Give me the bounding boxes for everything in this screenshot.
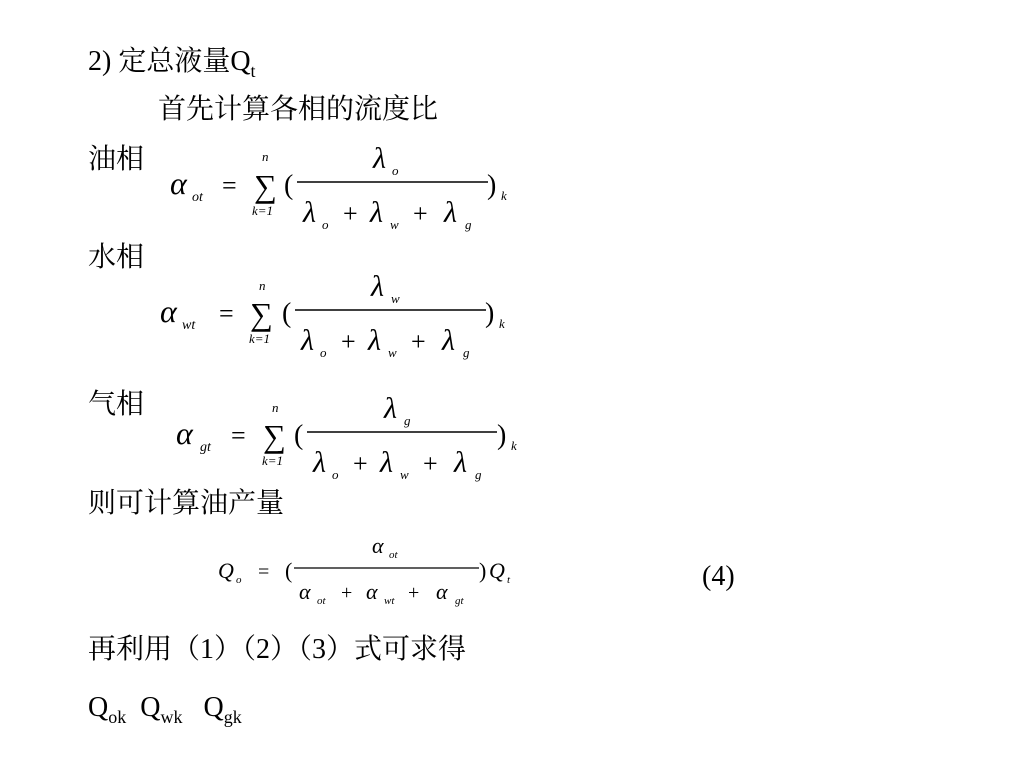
svg-text:=: = (219, 299, 234, 328)
svg-text:+: + (343, 199, 358, 228)
svg-text:=: = (258, 561, 270, 583)
svg-text:k=1: k=1 (252, 203, 274, 218)
step-label-sub: t (250, 61, 256, 81)
gas-equation (176, 392, 517, 482)
svg-text:=: = (222, 171, 237, 200)
svg-text:+: + (411, 327, 426, 356)
svg-text:w: w (388, 345, 397, 360)
svg-text:λ: λ (444, 196, 457, 229)
svg-text:λ: λ (442, 324, 455, 357)
svg-text:o: o (392, 163, 399, 178)
svg-text:λ: λ (371, 270, 384, 303)
svg-text:w: w (400, 467, 409, 482)
final-text: 再利用（1）（2）（3）式可求得 (88, 634, 467, 665)
svg-text:λ: λ (370, 196, 383, 229)
svg-text:): ) (487, 170, 497, 201)
svg-text:∑: ∑ (250, 296, 273, 332)
svg-text:n: n (262, 149, 269, 164)
svg-text:=: = (231, 421, 246, 450)
svg-text:o: o (320, 345, 327, 360)
svg-text:t: t (507, 574, 511, 586)
svg-text:k: k (511, 438, 517, 453)
svg-text:α: α (299, 579, 311, 604)
svg-text:): ) (497, 420, 507, 451)
svg-text:): ) (485, 298, 495, 329)
svg-text:(: ( (284, 170, 294, 201)
svg-text:α: α (372, 533, 384, 558)
svg-text:+: + (408, 582, 420, 604)
svg-text:wt: wt (384, 595, 395, 607)
svg-text:+: + (341, 582, 353, 604)
svg-text:n: n (272, 400, 279, 415)
svg-text:α: α (436, 579, 448, 604)
result-q-ok: $Q_{ok}$ (88, 692, 127, 727)
svg-text:λ: λ (373, 142, 386, 175)
svg-text:α: α (366, 579, 378, 604)
result-q-gk: $Q_{gk}$ (203, 692, 242, 727)
svg-text:w: w (391, 291, 400, 306)
svg-text:∑: ∑ (254, 168, 277, 204)
oil-production-equation (218, 533, 511, 607)
svg-text:ot: ot (192, 190, 203, 205)
svg-text:k=1: k=1 (262, 453, 284, 468)
svg-text:+: + (413, 199, 428, 228)
svg-text:Q: Q (489, 558, 505, 583)
svg-text:α: α (170, 165, 187, 201)
gas-phase-label: 气相 (88, 389, 145, 420)
svg-text:(: ( (282, 298, 292, 329)
svg-text:w: w (390, 217, 399, 232)
intro-text: 首先计算各相的流度比 (158, 94, 439, 125)
svg-text:α: α (160, 293, 177, 329)
water-equation (160, 270, 505, 360)
equation-number: (4) (702, 561, 735, 592)
oil-phase-label: 油相 (88, 144, 145, 175)
svg-text:Q: Q (218, 558, 234, 583)
svg-text:λ: λ (301, 324, 314, 357)
svg-text:o: o (322, 217, 329, 232)
oil-equation (170, 142, 507, 232)
svg-text:n: n (259, 278, 266, 293)
svg-text:λ: λ (380, 446, 393, 479)
svg-text:+: + (423, 449, 438, 478)
svg-text:(: ( (285, 558, 293, 583)
svg-text:g: g (465, 217, 472, 232)
water-phase-label: 水相 (88, 242, 145, 273)
svg-text:): ) (479, 558, 487, 583)
step-label: 2) 定总液量Q (88, 46, 251, 77)
svg-text:∑: ∑ (263, 418, 286, 454)
result-q-wk: $Q_{wk}$ (140, 692, 183, 727)
svg-text:(: ( (294, 420, 304, 451)
svg-text:+: + (353, 449, 368, 478)
svg-text:k: k (501, 188, 507, 203)
svg-text:λ: λ (313, 446, 326, 479)
svg-text:λ: λ (303, 196, 316, 229)
svg-text:wt: wt (182, 318, 196, 333)
svg-text:g: g (475, 467, 482, 482)
svg-text:ot: ot (389, 549, 398, 561)
svg-text:gt: gt (455, 595, 464, 607)
svg-text:o: o (236, 574, 242, 586)
svg-text:g: g (404, 413, 411, 428)
svg-text:g: g (463, 345, 470, 360)
svg-text:ot: ot (317, 595, 326, 607)
svg-text:k=1: k=1 (249, 331, 271, 346)
svg-text:λ: λ (454, 446, 467, 479)
svg-text:λ: λ (384, 392, 397, 425)
svg-text:gt: gt (200, 440, 211, 455)
then-text: 则可计算油产量 (88, 488, 285, 519)
svg-text:λ: λ (368, 324, 381, 357)
svg-text:o: o (332, 467, 339, 482)
svg-text:k: k (499, 316, 505, 331)
svg-text:α: α (176, 415, 193, 451)
svg-text:+: + (341, 327, 356, 356)
